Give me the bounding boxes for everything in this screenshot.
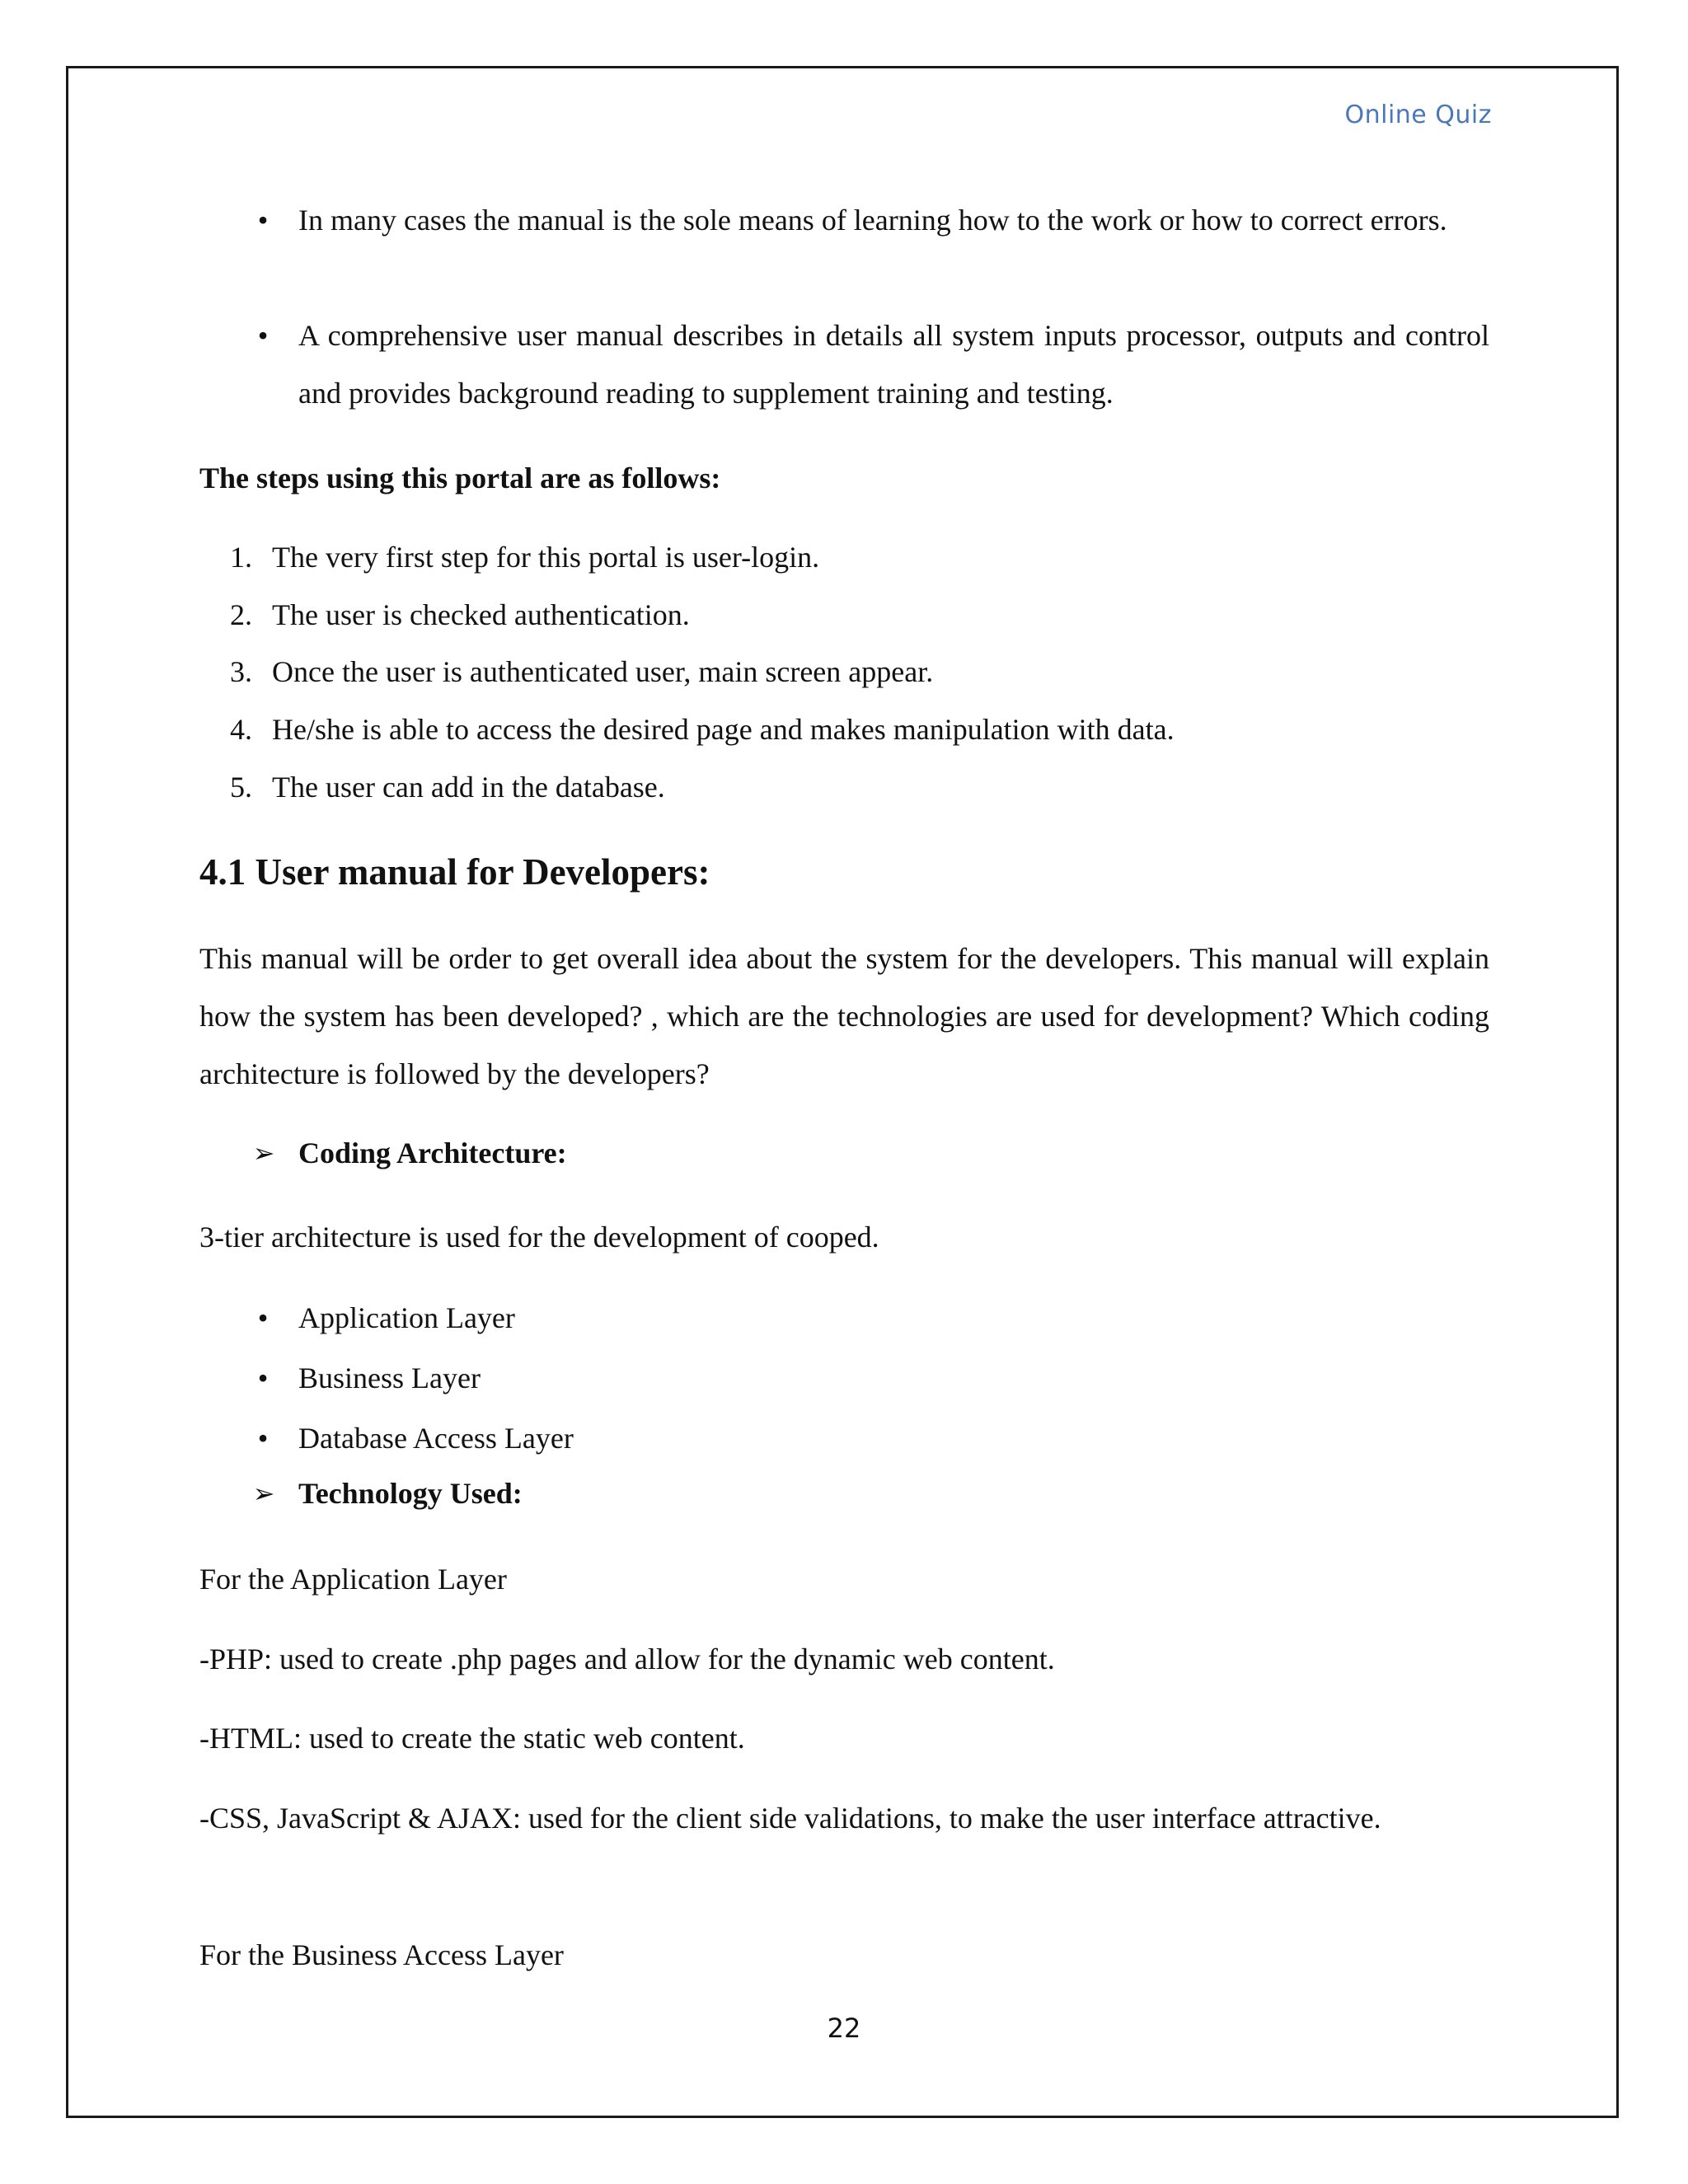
section-heading: 4.1 User manual for Developers:	[199, 851, 710, 893]
arrow-bullet-icon: ➢	[252, 1478, 275, 1509]
technology-item: -PHP: used to create .php pages and allow for the dynamic web content.	[199, 1643, 1055, 1675]
step-number: 1.	[230, 541, 252, 574]
step-number: 2.	[230, 598, 252, 631]
technology-item: -HTML: used to create the static web content.	[199, 1722, 745, 1755]
layer-text: Database Access Layer	[298, 1422, 574, 1455]
section-intro: This manual will be order to get overall idea about the system for the developers. This manual will explain how the system has been developed? , which are the technologies are used for development? Which coding architecture is followed by the developers?	[199, 942, 1489, 1090]
step-number: 3.	[230, 655, 252, 688]
arrow-bullet-icon: ➢	[252, 1137, 275, 1169]
bullet-icon: •	[257, 1361, 269, 1394]
layer-text: Business Layer	[298, 1361, 481, 1394]
steps-heading: The steps using this portal are as follows:	[199, 462, 721, 494]
step-number: 5.	[230, 771, 252, 804]
step-text: Once the user is authenticated user, main screen appear.	[272, 655, 934, 688]
step-text: The very first step for this portal is user-login.	[272, 541, 820, 574]
bullet-icon: •	[257, 1422, 269, 1455]
step-text: The user can add in the database.	[272, 771, 665, 804]
layer-text: Application Layer	[298, 1301, 515, 1334]
step-text: The user is checked authentication.	[272, 598, 690, 631]
subheading-text: Coding Architecture:	[298, 1137, 567, 1169]
step-number: 4.	[230, 713, 252, 746]
bullet-icon: •	[257, 204, 269, 237]
technology-item: -CSS, JavaScript & AJAX: used for the client side validations, to make the user interface attractive.	[199, 1802, 1381, 1835]
bullet-text: In many cases the manual is the sole means of learning how to the work or how to correct errors.	[298, 204, 1447, 237]
bullet-icon: •	[257, 319, 269, 352]
page-number: 22	[827, 2013, 861, 2044]
subheading-text: Technology Used:	[298, 1477, 523, 1510]
running-header: Online Quiz	[1344, 101, 1492, 129]
architecture-description: 3-tier architecture is used for the development of cooped.	[199, 1221, 879, 1254]
step-text: He/she is able to access the desired page and makes manipulation with data.	[272, 713, 1175, 746]
application-layer-label: For the Application Layer	[199, 1563, 507, 1596]
business-layer-label: For the Business Access Layer	[199, 1938, 564, 1971]
bullet-text: A comprehensive user manual describes in details all system inputs processor, outputs and control and provides background reading to supplement training and testing.	[298, 319, 1489, 410]
bullet-icon: •	[257, 1301, 269, 1334]
